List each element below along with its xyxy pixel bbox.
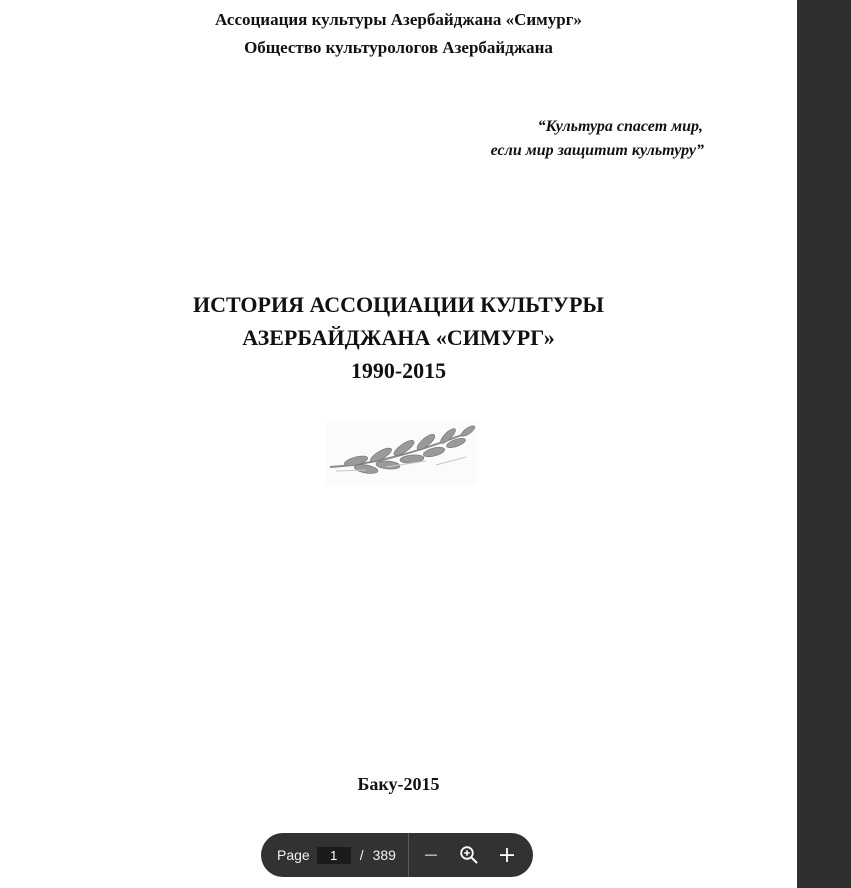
right-scroll-gutter[interactable] xyxy=(797,0,851,888)
society-name: Общество культурологов Азербайджана xyxy=(244,38,553,57)
plus-icon xyxy=(498,846,516,864)
book-title-line-2: АЗЕРБАЙДЖАНА «СИМУРГ» xyxy=(242,325,555,350)
total-pages: 389 xyxy=(372,847,396,863)
book-title-years: 1990-2015 xyxy=(350,358,447,383)
publication-place-year: Баку-2015 xyxy=(357,774,440,794)
organization-name: Ассоциация культуры Азербайджана «Симург» xyxy=(215,10,582,29)
zoom-out-button[interactable] xyxy=(413,837,449,873)
page-label: Page xyxy=(277,847,310,863)
page-number-input[interactable]: 1 xyxy=(317,847,351,864)
toolbar-divider xyxy=(408,833,409,877)
pdf-zoom-toolbar xyxy=(261,833,533,877)
book-title-line-1: ИСТОРИЯ АССОЦИАЦИИ КУЛЬТУРЫ xyxy=(193,292,604,317)
page-separator: / xyxy=(359,847,364,863)
epigraph-line-1: “Культура спасет мир, xyxy=(537,118,703,135)
zoom-fit-button[interactable] xyxy=(451,837,487,873)
olive-branch-image xyxy=(326,421,476,485)
zoom-in-button[interactable] xyxy=(489,837,525,873)
zoom-fit-icon xyxy=(459,845,479,865)
minus-icon xyxy=(423,847,439,863)
epigraph-line-2: если мир защитит культуру” xyxy=(490,142,704,159)
